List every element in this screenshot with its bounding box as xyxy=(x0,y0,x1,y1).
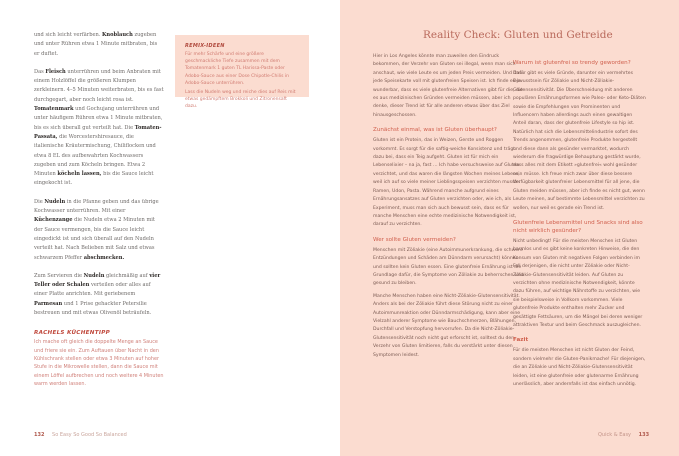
kitchen-tip-body: Ich mache oft gleich die doppelte Menge an Sauce und friere sie ein. Zum Auftauen über Nacht in den Kühlschrank stellen oder etwa 3 Minuten auf hoher Stufe in die Mikrowelle stellen, dann die Sauce mit einem Löffel aufbrechen und noch weitere 4 Minuten warm werden lassen. xyxy=(34,339,164,387)
instruction-text: verteilen oder alles auf einer Platte anrichten. Mit geriebenem xyxy=(34,282,151,298)
ingredient-highlight: Tomaten-Passata, xyxy=(34,124,162,140)
instruction-paragraph xyxy=(34,68,164,189)
page-number: 133 xyxy=(638,432,650,438)
recipe-instructions xyxy=(34,31,164,388)
instruction-text: die Worcestershiresauce, die italienische Kräutermischung, Chiliflocken und etwa 8 EL des aufbewahrten Kochwassers zugeben und zum Köcheln bringen. Etwa 2 Minuten xyxy=(34,133,156,178)
remix-ideas-paragraph: Für mehr Schärfe und eine größere geschmackliche Tiefe zusammen mit dem Tomatenmark 1 guten TL Harissa-Paste oder Adobo-Sauce aus einer Dose Chipotle-Chilis in Adobo-Sauce unterrühren. xyxy=(185,52,290,86)
right-page-footer xyxy=(598,432,649,438)
instruction-paragraph xyxy=(34,31,164,59)
ingredient-highlight: Küchenzange xyxy=(34,217,73,224)
instruction-text: zugeben und unter Rühren etwa 1 Minute mitbraten, bis er duftet. xyxy=(34,32,158,57)
ingredient-highlight: Nudeln xyxy=(83,272,105,279)
remix-ideas-box xyxy=(175,35,309,110)
book-title: So Easy So Good So Balanced xyxy=(52,432,127,438)
instruction-text: Zum Servieren die xyxy=(34,272,84,279)
page-number: 132 xyxy=(34,432,45,438)
ingredient-highlight: vier Teller oder Schalen xyxy=(34,272,161,289)
instruction-text: und Gochujang unterrühren und unter häufigem Rühren etwa 1 Minute mitbraten, bis es sich überall gut verteilt hat. Die xyxy=(34,106,163,131)
remix-ideas-paragraph: Lass die Nudeln weg und reiche dies auf Reis mit etwas gedämpftem Brokkoli und Zitronensaft dazu. xyxy=(185,90,296,110)
article-subheading: Zunächst einmal, was ist Gluten überhaupt? xyxy=(373,127,497,134)
article-subheading: Fazit xyxy=(513,337,529,344)
instruction-paragraph xyxy=(34,272,164,318)
ingredient-highlight: Fleisch xyxy=(45,68,66,75)
article-title: Reality Check: Gluten und Getreide xyxy=(423,29,613,41)
ingredient-highlight: Knoblauch xyxy=(102,32,133,38)
instruction-text: unterrühren und beim Anbraten mit einem Holzlöffel die größeren Klumpen zerkleinern. 4–5 Minuten weiterbraten, bis es fast durchgegart, aber noch leicht rosa ist. xyxy=(34,68,164,103)
instruction-text: die Nudeln etwa 2 Minuten mit der Sauce vermengen, bis die Sauce leicht eingedickt ist und sich überall auf den Nudeln verteilt hat. Nach Belieben mit Salz und etwas schwarzem Pfeffer xyxy=(34,217,155,261)
ingredient-highlight: Nudeln xyxy=(44,198,66,205)
article-subheading: Glutenfreie Lebensmittel und Snacks sind also nicht wirklich gesünder? xyxy=(513,219,643,234)
article-paragraph: Für die meisten Menschen ist nicht Gluten der Feind, sondern vielmehr die Gluten-Panikmache! Für diejenigen, die an Zöliakie und Nicht-Zöliakie-Glutensensitivität leiden, ist eine glutenfreie oder glutenarme Ernährung unerlässlich, aber andernfalls ist das einfach unnötig. xyxy=(513,348,646,387)
article-paragraph: Hier in Los Angeles könnte man zuweilen den Eindruck bekommen, der Verzehr von Gluten sei illegal, wenn man sich anschaut, wie viele Leute es um jeden Preis vermeiden. Und dass jede Speisekarte voll mit glutenfreien Speisen ist. Ich finde es ja wunderbar, dass es viele glutenfreie Alternativen gibt für die, die es aus medizinischen Gründen vermeiden müssen, aber ich denke, dieser Trend ist für alle anderen etwas über das Ziel hinausgeschossen. xyxy=(373,54,524,118)
ingredient-highlight: Tomatenmark xyxy=(34,106,74,113)
ingredient-highlight: Parmesan xyxy=(34,300,63,307)
ingredient-highlight: abschmecken. xyxy=(83,254,125,261)
instruction-text: gleichmäßig auf xyxy=(104,272,150,279)
instruction-text: Die xyxy=(34,198,45,205)
article-paragraph: Nicht unbedingt! Für die meisten Menschen ist Gluten harmlos und es gibt keine konkreten Hinweise, die den Konsum von Gluten mit negativen Folgen verbinden im Fall derjenigen, die nicht unter Zöliakie oder Nicht-Zöliakie-Glutensensitivität leiden. Auf Gluten zu verzichten ohne medizinische Notwendigkeit, könnte dazu führen, auf wichtige Nährstoffe zu verzichten, wie sie beispielsweise in Vollkorn vorkommen. Viele glutenfreie Produkte enthalten mehr Zucker und gesättigte Fettsäuren, um die Mängel bei deren weniger attraktiven Textur und beim Geschmack auszugleichen. xyxy=(513,238,643,328)
instruction-paragraph xyxy=(34,198,164,263)
remix-ideas-title: REMIX-IDEEN xyxy=(185,43,225,49)
instruction-text: bis die Sauce leicht eingekocht ist. xyxy=(34,171,154,187)
article-column-1 xyxy=(373,53,524,364)
article-paragraph: Dafür gibt es viele Gründe, darunter ein vermehrtes Bewusstsein für Zöliakie und Nicht-Zöliakie-Glutensensitivität. Die Überschneidung mit anderen populären Ernährungsformen wie Paleo- oder Keto-Diäten sowie die Empfehlungen von Prominenten und Influencern haben allerdings auch einen gewaltigen Anteil daran, dass der glutenfreie Lifestyle so hip ist. Natürlich hat sich die Lebensmittelindustrie sofort des Trends angenommen, glutenfreie Produkte hergestellt und diese dann als gesünder vermarktet, wodurch wiederum die fragwürdige Behauptung gestärkt wurde, dass alles mit dem Etikett »glutenfrei« wohl gesünder sein müsse. Ich freue mich zwar über diese bessere Verfügbarkeit glutenfreier Lebensmittel für all jene, die Gluten meiden müssen, aber ich finde es nicht gut, wenn Leute meinen, auf bestimmte Lebensmittel verzichten zu wollen, nur weil es gerade ein Trend ist. xyxy=(513,71,646,211)
kitchen-tip-title: RACHELS KÜCHENTIPP xyxy=(34,330,111,337)
instruction-text: Das xyxy=(34,68,46,75)
article-paragraph: Menschen mit Zöliakie (eine Autoimmunerkrankung, die schwere Entzündungen und Schäden am Dünndarm verursacht) können und sollten kein Gluten essen. Eine glutenfreie Ernährung ist die Grundlage dafür, die Symptome von Zöliakie zu beherrschen und gesund zu bleiben. xyxy=(373,247,524,287)
instruction-text: und sich leicht verfärben. xyxy=(34,32,102,38)
article-subheading: Warum ist glutenfrei so trendy geworden? xyxy=(513,60,631,66)
article-subheading: Wer sollte Gluten vermeiden? xyxy=(373,236,456,243)
article-column-2 xyxy=(513,53,646,393)
article-paragraph: Manche Menschen haben eine Nicht-Zöliakie-Glutensensitivität. Anders als bei der Zöliakie führt diese Störung nicht zu einer Autoimmunreaktion oder Dünndarmschädigung, kann aber eine Vielzahl anderer Symptome wie Bauchschmerzen, Blähungen, Durchfall und Verstopfung hervorrufen. Da die Nicht-Zöliakie-Glutensensitivität noch nicht gut erforscht ist, solltest du den Verzehr von Gluten limitieren, falls du verstärkt unter diesen Symptomen leidest. xyxy=(373,293,521,358)
left-page-footer xyxy=(34,432,127,438)
section-name: Quick & Easy xyxy=(598,432,632,438)
instruction-text: und 1 Prise gehackter Petersilie bestreuen und mit etwas Olivenöl beträufeln. xyxy=(34,300,152,317)
instruction-text: in die Pfanne geben und das übrige Kochwasser unterrühren. Mit einer xyxy=(34,198,159,215)
ingredient-highlight: köcheln lassen, xyxy=(57,171,102,178)
article-paragraph: Gluten ist ein Protein, das in Weizen, Gerste und Roggen vorkommt. Es sorgt für die saftig-weiche Konsistenz und trägt dazu bei, dass ein Teig aufgeht. Gluten ist für mich ein Lebenselixier – na ja, fast … Ich habe versuchsweise auf Gluten verzichtet, und das waren die längsten Wochen meines Lebens, weil ich auf so viele meiner Lieblingsspeisen verzichten musste: Ramen, Udon, Pasta. Während manche aufgrund eines Ernährungsansatzes auf Gluten verzichten oder, wie ich, als Experiment, muss man sich auch bewusst sein, dass es für manche Menschen eine echte medizinische Notwendigkeit ist, darauf zu verzichten. xyxy=(373,138,521,228)
